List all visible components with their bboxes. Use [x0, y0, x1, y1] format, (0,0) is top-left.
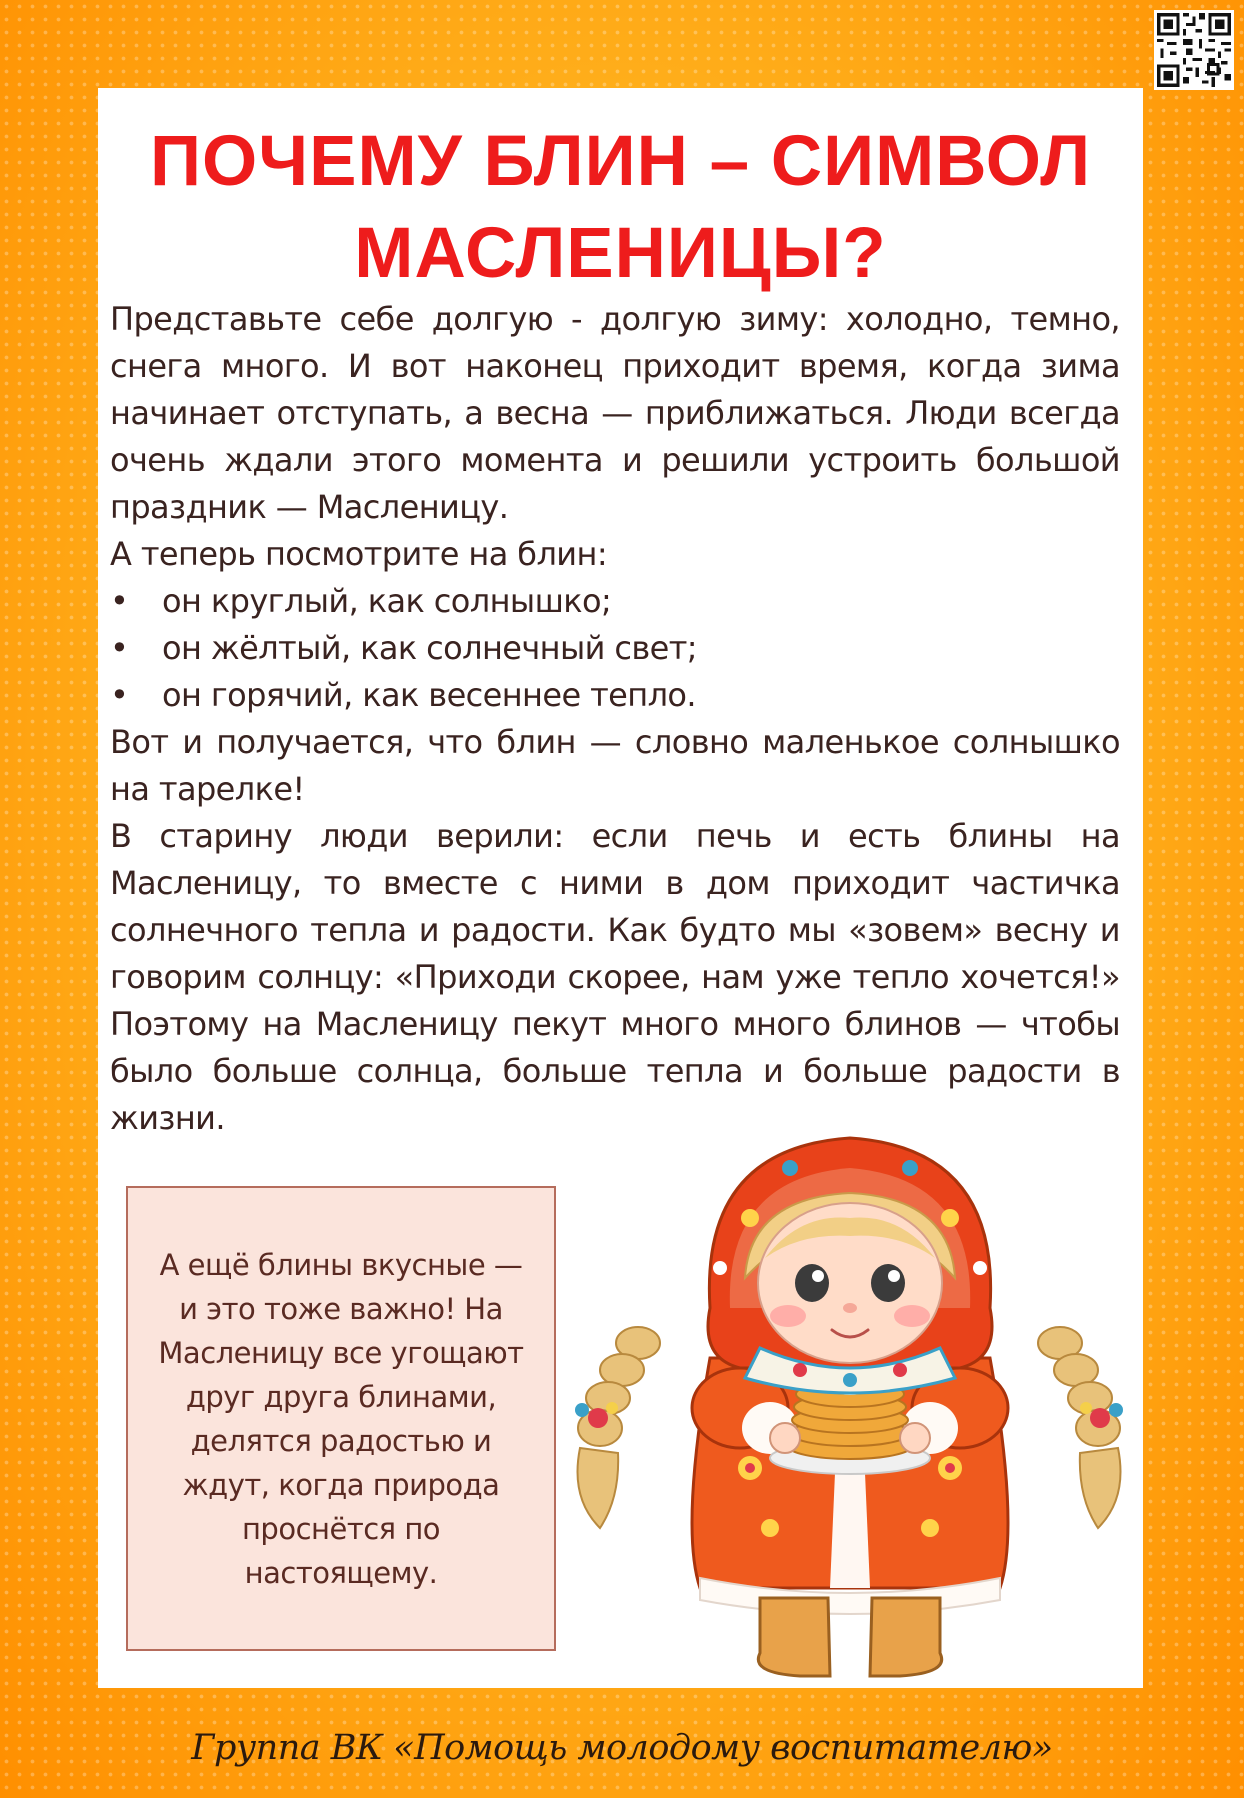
bullet-icon: • [110, 629, 129, 667]
bullet-icon: • [110, 582, 129, 620]
article-body [110, 296, 1120, 1142]
footer-credit: Группа ВК «Помощь молодому воспитателю» [191, 1728, 1053, 1768]
bullet-icon: • [110, 676, 129, 714]
list-item: • он горячий, как весеннее тепло. [110, 672, 1120, 719]
note-text: А ещё блины вкусные — и это тоже важно! На Масленицу все угощают друг друга блинами, делятся радостью и ждут, когда природа проснётся по настоящему. [158, 1247, 524, 1590]
girl-with-pancakes-illustration [560, 1108, 1140, 1688]
paragraph-tradition: В старину люди верили: если печь и есть блины на Масленицу, то вместе с ними в дом приходит частичка солнечного тепла и радости. Как будто мы «зовем» весну и говорим солнцу: «Приходи скорее, нам уже тепло хочется!» Поэтому на Масленицу пекут много много блинов — чтобы было больше солнца, больше тепла и больше радости в жизни. [110, 817, 1120, 1137]
title-line-2: МАСЛЕНИЦЫ? [354, 214, 887, 293]
qr-code-icon[interactable] [1154, 10, 1234, 90]
title-line-1: ПОЧЕМУ БЛИН – СИМВОЛ [149, 122, 1092, 201]
list-item: • он круглый, как солнышко; [110, 578, 1120, 625]
paragraph-sun: Вот и получается, что блин — словно маленькое солнышко на тарелке! [110, 723, 1120, 808]
list-item: • он жёлтый, как солнечный свет; [110, 625, 1120, 672]
paragraph-intro: Представьте себе долгую - долгую зиму: холодно, темно, снега много. И вот наконец приходит время, когда зима начинает отступать, а весна — приближаться. Люди всегда очень ждали этого момента и решили устроить большой праздник — Масленицу. [110, 300, 1120, 526]
note-box [126, 1186, 556, 1651]
paragraph-look: А теперь посмотрите на блин: [110, 535, 607, 573]
content-card [98, 88, 1143, 1688]
bullet-list [110, 578, 1120, 719]
page-title [98, 116, 1143, 300]
